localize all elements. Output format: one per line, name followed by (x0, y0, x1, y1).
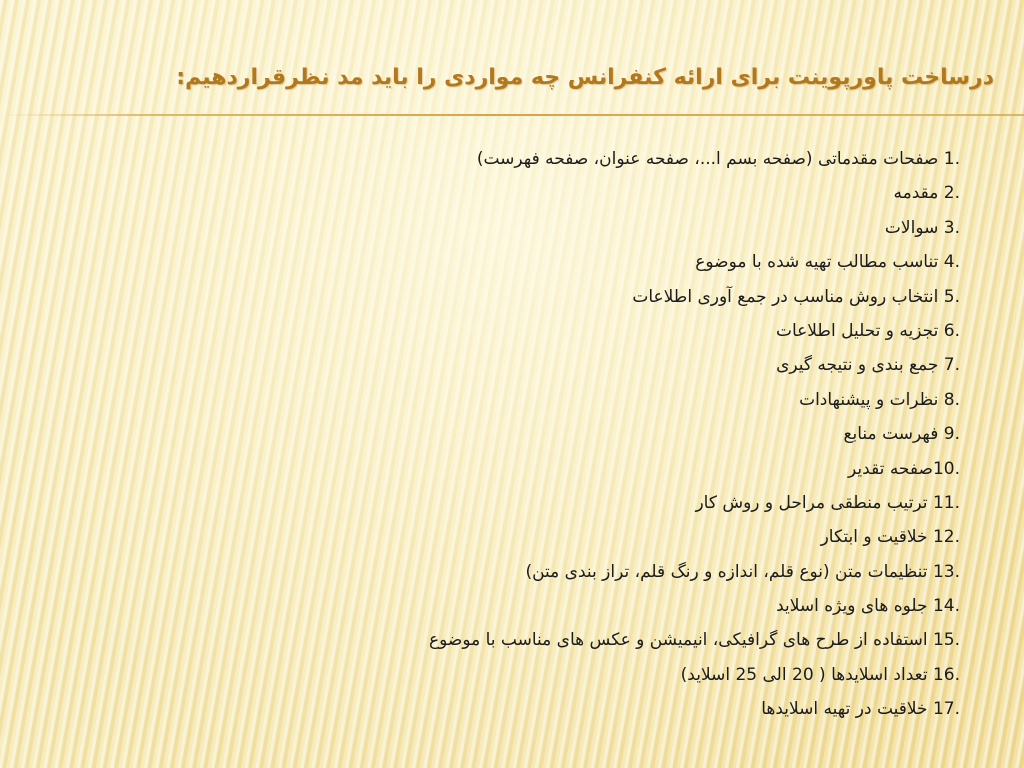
list-item (60, 213, 960, 247)
list-item (60, 316, 960, 350)
item-number: 6. (943, 320, 960, 341)
list-item (60, 282, 960, 316)
item-text: نظرات و پیشنهادات (799, 389, 944, 410)
item-number: 15. (932, 630, 960, 651)
item-number: 5. (943, 286, 960, 307)
list-item (60, 660, 960, 694)
item-number: 14. (932, 596, 960, 617)
item-text: صفحات مقدماتی (صفحه بسم ا...، صفحه عنوان، صفحه فهرست) (476, 149, 944, 169)
list-item (60, 694, 960, 728)
list-item (60, 625, 960, 659)
item-number: 12. (932, 527, 960, 548)
item-text: تجزیه و تحلیل اطلاعات (775, 320, 944, 341)
list-item (60, 488, 960, 522)
item-number: 7. (943, 355, 960, 376)
item-number: 4. (943, 252, 960, 273)
item-text: فهرست منابع (843, 424, 944, 445)
item-text: تنظیمات متن (نوع قلم، اندازه و رنگ قلم، تراز بندی متن) (525, 561, 933, 582)
item-number: 11. (932, 492, 960, 513)
item-text: سوالات (884, 217, 944, 238)
item-number: 16. (932, 664, 960, 685)
item-text: خلاقیت در تهیه اسلایدها (761, 699, 933, 720)
item-text: انتخاب روش مناسب در جمع آوری اطلاعات (632, 286, 944, 307)
item-text: ترتیب منطقی مراحل و روش کار (695, 492, 933, 513)
content-list (60, 144, 960, 729)
item-text: صفحه تقدیر (848, 458, 933, 479)
title-divider (0, 114, 1024, 116)
item-text: استفاده از طرح های گرافیکی، انیمیشن و عکس های مناسب با موضوع (428, 630, 933, 651)
list-item (60, 385, 960, 419)
list-item (60, 419, 960, 453)
list-item (60, 557, 960, 591)
list-item (60, 144, 960, 178)
list-item (60, 591, 960, 625)
item-text: تعداد اسلایدها ( 20 الی 25 اسلاید) (680, 664, 933, 685)
item-text: خلاقیت و ابتکار (820, 527, 933, 548)
item-text: جلوه های ویژه اسلاید (776, 596, 933, 617)
item-number: 13. (932, 561, 960, 582)
item-number: 1. (943, 149, 960, 169)
item-number: 9. (943, 424, 960, 445)
slide-title: درساخت پاورپوینت برای ارائه کنفرانس چه مواردی را باید مد نظرقراردهیم: (176, 65, 994, 90)
item-number: 17. (932, 699, 960, 720)
list-item (60, 454, 960, 488)
list-item (60, 178, 960, 212)
list-item (60, 247, 960, 281)
item-number: 10. (932, 458, 960, 479)
item-number: 8. (943, 389, 960, 410)
list-item (60, 350, 960, 384)
item-number: 3. (943, 217, 960, 238)
list-item (60, 522, 960, 556)
item-text: جمع بندی و نتیجه گیری (776, 355, 944, 376)
item-number: 2. (943, 183, 960, 204)
item-text: مقدمه (893, 183, 944, 204)
item-text: تناسب مطالب تهیه شده با موضوع (695, 252, 944, 273)
